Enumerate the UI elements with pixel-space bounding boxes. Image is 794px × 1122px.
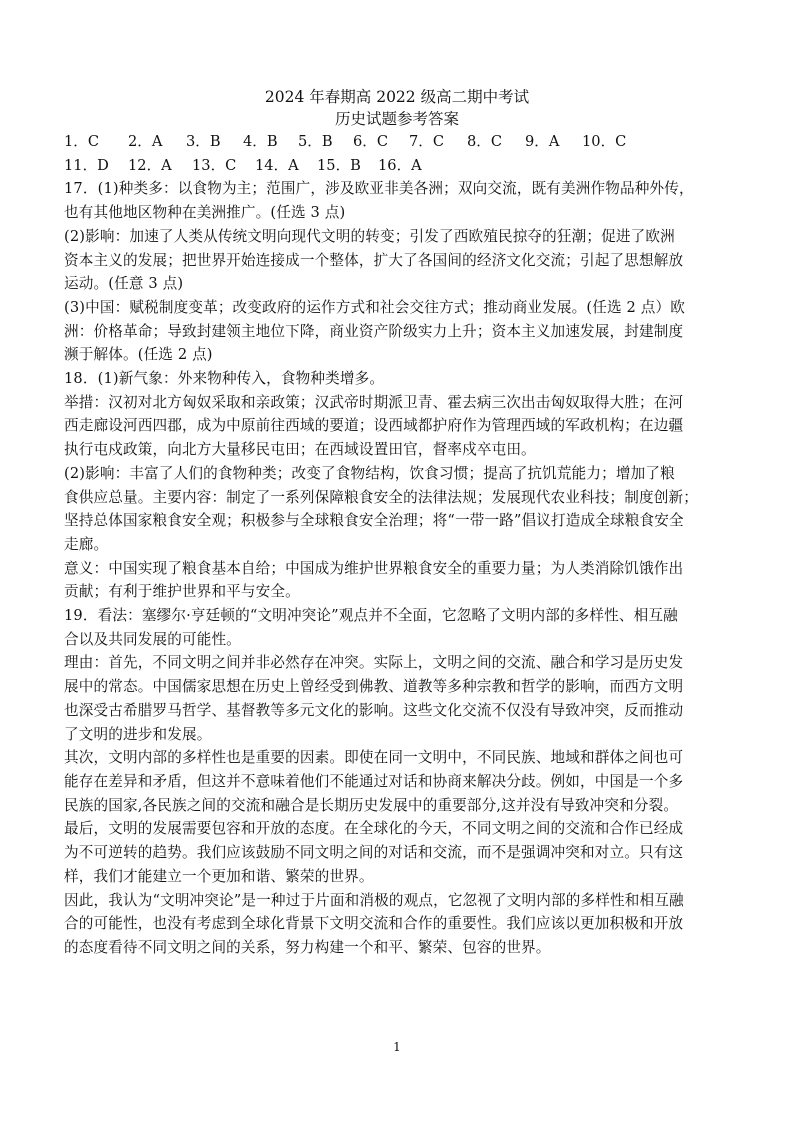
text-line: 最后，文明的发展需要包容和开放的态度。在全球化的今天，不同文明之间的交流和合作已经成	[64, 820, 684, 838]
text-line: (3)中国：赋税制度变革；改变政府的运作方式和社会交往方式；推动商业发展。(任选 2 点）欧	[64, 298, 685, 316]
text-line: 也有其他地区物种在美洲推广。(任选 3 点)	[64, 204, 346, 222]
text-line: 18．(1)新气象：外来物种传入，食物种类增多。	[64, 370, 385, 388]
answer-item: 7．C	[409, 133, 445, 150]
text-line: 合以及共同发展的可能性。	[64, 630, 241, 648]
text-line: 坚持总体国家粮食安全观；积极参与全球粮食安全治理；将“一带一路”倡议打造成全球粮食安全	[64, 512, 684, 530]
text-line: 为不可逆转的趋势。我们应该鼓励不同文明之间的对话和交流，而不是强调冲突和对立。只有这	[64, 844, 684, 862]
text-line: 样，我们才能建立一个更加和谐、繁荣的世界。	[64, 867, 374, 885]
text-line: 的态度看待不同文明之间的关系，努力构建一个和平、繁荣、包容的世界。	[64, 938, 551, 956]
text-line: 合的可能性，也没有考虑到全球化背景下文明交流和合作的重要性。我们应该以更加积极和开放	[64, 915, 684, 933]
answer-item: 2．A	[128, 133, 163, 150]
text-line: 展中的常态。中国儒家思想在历史上曾经受到佛教、道教等多种宗教和哲学的影响，而西方文明	[64, 678, 684, 696]
answer-item: 16．A	[378, 156, 422, 174]
text-line: 也深受古希腊罗马哲学、基督教等多元文化的影响。这些文化交流不仅没有导致冲突，反而推动	[64, 701, 684, 719]
text-line: 19．看法：塞缪尔·亨廷顿的“文明冲突论”观点并不全面，它忽略了文明内部的多样性、相互融	[64, 607, 678, 625]
text-line: (2)影响：加速了人类从传统文明向现代文明的转变；引发了西欧殖民掠夺的狂潮；促进了欧洲	[64, 227, 675, 245]
text-line: 食供应总量。主要内容：制定了一系列保障粮食安全的法律法规；发展现代农业科技；制度创新；	[64, 488, 698, 506]
text-line: 执行屯戍政策，向北方大量移民屯田；在西域设置田官，督率戍卒屯田。	[64, 441, 536, 459]
answer-item: 9．A	[525, 133, 560, 150]
text-line: (2)影响：丰富了人们的食物种类；改变了食物结构，饮食习惯；提高了抗饥荒能力；增加了粮	[64, 464, 675, 482]
text-line: 洲：价格革命；导致封建领主地位下降，商业资产阶级实力上升；资本主义加速发展，封建制度	[64, 322, 684, 340]
text-line: 意义：中国实现了粮食基本自给；中国成为维护世界粮食安全的重要力量；为人类消除饥饿作出	[64, 559, 684, 577]
answer-item: 14．A	[255, 156, 299, 174]
answer-item: 12．A	[128, 156, 172, 174]
text-line: 西走廊设河西四郡，成为中原前往西域的要道；设西域都护府作为管理西域的军政机构；在边疆	[64, 417, 684, 435]
answer-item: 8．C	[467, 133, 503, 150]
answer-item: 13．C	[192, 156, 237, 174]
answer-item: 5．B	[298, 133, 333, 150]
exam-title: 2024 年春期高 2022 级高二期中考试	[264, 88, 530, 106]
answer-item: 10．C	[582, 133, 627, 150]
text-line: 贡献；有利于维护世界和平与安全。	[64, 583, 300, 601]
answer-item: 11．D	[64, 156, 109, 174]
text-line: 因此，我认为“文明冲突论”是一种过于片面和消极的观点，它忽视了文明内部的多样性和相互融	[64, 891, 684, 909]
answer-item: 6．C	[353, 133, 389, 150]
answer-item: 3．B	[186, 133, 221, 150]
text-line: 濒于解体。(任选 2 点)	[64, 346, 213, 364]
text-line: 其次，文明内部的多样性也是重要的因素。即使在同一文明中，不同民族、地域和群体之间也可	[64, 749, 684, 767]
text-line: 能存在差异和矛盾，但这并不意味着他们不能通过对话和协商来解决分歧。例如，中国是一个多	[64, 772, 684, 790]
text-line: 了文明的进步和发展。	[64, 725, 212, 743]
page-number: 1	[393, 1040, 401, 1054]
text-line: 17．(1)种类多：以食物为主；范围广，涉及欧亚非美各洲；双向交流，既有美洲作物品种外传，	[64, 180, 694, 198]
text-line: 民族的国家,各民族之间的交流和融合是长期历史发展中的重要部分,这并没有导致冲突和分裂。	[64, 796, 679, 814]
answer-item: 1．C	[64, 133, 100, 150]
answer-item: 4．B	[243, 133, 278, 150]
multiple-choice-answers-row-1	[64, 130, 730, 154]
answer-text-body	[64, 177, 730, 959]
document-subtitle: 历史试题参考答案	[334, 110, 459, 128]
text-line: 举措：汉初对北方匈奴采取和亲政策；汉武帝时期派卫青、霍去病三次出击匈奴取得大胜；在河	[64, 393, 684, 411]
answer-document	[64, 86, 730, 960]
text-line: 资本主义的发展；把世界开始连接成一个整体，扩大了各国间的经济文化交流；引起了思想解放	[64, 251, 684, 269]
text-line: 运动。(任意 3 点)	[64, 275, 184, 293]
text-line: 走廊。	[64, 535, 109, 553]
answer-item: 15．B	[317, 156, 361, 174]
text-line: 理由：首先，不同文明之间并非必然存在冲突。实际上，文明之间的交流、融合和学习是历史发	[64, 654, 684, 672]
multiple-choice-answers-row-2	[64, 154, 730, 178]
